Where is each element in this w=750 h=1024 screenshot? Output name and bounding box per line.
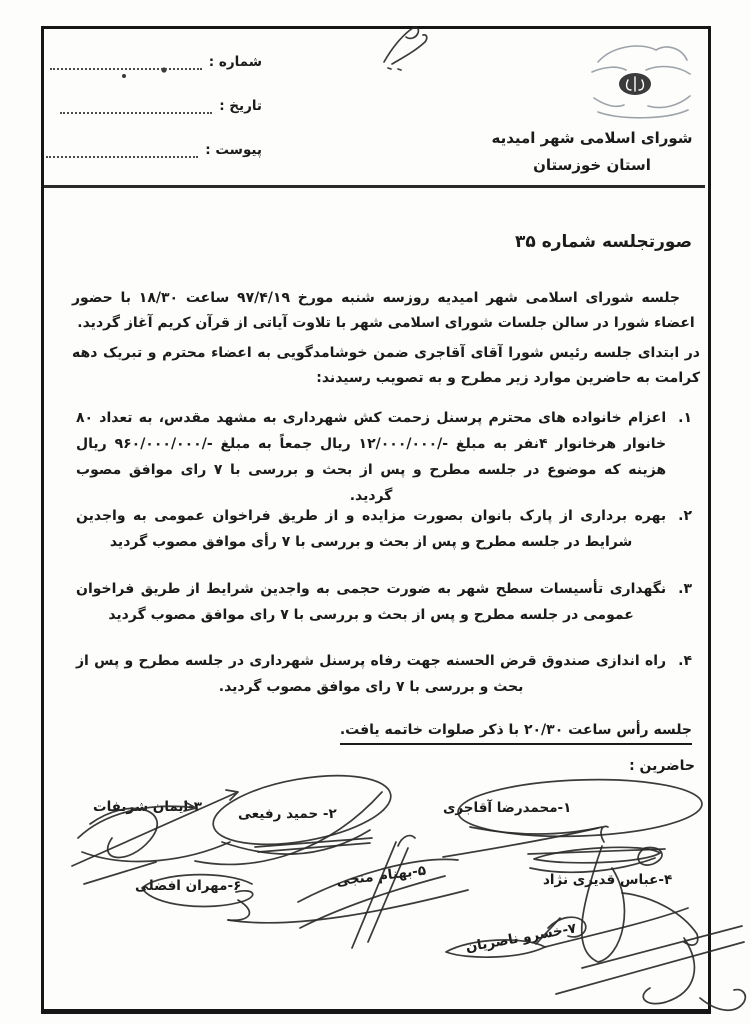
date-field-label: تاریخ : (219, 98, 262, 114)
resolution-item-2 (76, 503, 692, 555)
number-field-label: شماره : (208, 54, 262, 70)
item-2-number: ۲. (678, 508, 692, 524)
attendee-name-7: ۷-خسرو ناصریان (464, 920, 578, 956)
field-row-date (60, 98, 262, 114)
item-3-number: ۳. (678, 581, 692, 597)
page-title: صورتجلسه شماره ۳۵ (515, 232, 692, 252)
item-4-number: ۴. (678, 653, 692, 669)
field-row-attachment (46, 142, 262, 158)
item-1-number: ۱. (678, 410, 692, 426)
attachment-field-blank (46, 143, 198, 158)
header-divider (44, 185, 705, 188)
attendee-name-5: ۵-بهنام منجی (335, 862, 427, 890)
resolution-item-1 (76, 405, 692, 509)
attendee-name-2: ۲- حمید رفیعی (238, 806, 337, 822)
item-3-text: نگهداری تأسیسات سطح شهر به ضورت حجمی به واجدین شرایط از طریق فراخوان عمومی در جلسه مطرح و پس از بحث و بررسی با ۷ رای موافق مصوب گردید (76, 581, 667, 623)
item-1-text: اعزام خانواده های محترم پرسنل زحمت کش شهرداری به مشهد مقدس، به تعداد ۸۰ خانوار هرخانوار ۴نفر به مبلغ -/۱۲/۰۰۰/۰۰۰ ریال جمعاً به مبلغ -/۹۶۰/۰۰۰/۰۰۰ ریال هزینه که موضوع در جلسه مطرح و پس از بحث و بررسی با ۷ رای موافق مصوب گردید. (76, 410, 667, 504)
org-name-line2: استان خوزستان (533, 156, 651, 174)
attendee-name-3: ۳-ایمان شریفات (93, 799, 202, 815)
resolution-item-3 (76, 576, 692, 628)
field-row-number (50, 54, 262, 70)
attendee-name-4: ۴-عباس قدیری نژاد (543, 872, 673, 888)
attachment-field-label: پیوست : (205, 142, 262, 158)
item-4-text: راه اندازی صندوق قرض الحسنه جهت رفاه پرسنل شهرداری در جلسه مطرح و پس از بحث و بررسی با ۷ رای موافق مصوب گردید. (76, 653, 667, 695)
closing-statement: جلسه رأس ساعت ۲۰/۳۰ با ذکر صلوات خاتمه یافت. (340, 722, 692, 745)
date-field-blank (60, 99, 212, 114)
attendee-name-6: ۶-مهران افضلی (135, 878, 242, 894)
chairman-paragraph: در ابتدای جلسه رئیس شورا آقای آقاجری ضمن خوشامدگویی به اعضاء محترم و تبریک دهه کرامت به حاضرین موارد زیر مطرح و به تصویب رسیدند: (72, 345, 700, 386)
resolution-item-4 (76, 648, 692, 700)
item-2-text: بهره برداری از پارک بانوان بصورت مزایده و از طریق فراخوان عمومی به واجدین شرایط در جلسه مطرح و پس از بحث و بررسی با ۷ رأی موافق مصوب گردید (76, 508, 667, 550)
attendee-name-1: ۱-محمدرضا آقاجری (443, 800, 572, 816)
attendees-label: حاضرین : (629, 758, 695, 774)
opening-paragraph: جلسه شورای اسلامی شهر امیدیه روزسه شنبه مورخ ۹۷/۴/۱۹ ساعت ۱۸/۳۰ با حضور اعضاء شورا در سالن جلسات شورای اسلامی شهر با تلاوت آیاتی از قرآن کریم آغاز گردید. (72, 290, 695, 331)
number-field-blank (50, 55, 202, 70)
org-name-line1: شورای اسلامی شهر امیدیه (491, 129, 693, 147)
